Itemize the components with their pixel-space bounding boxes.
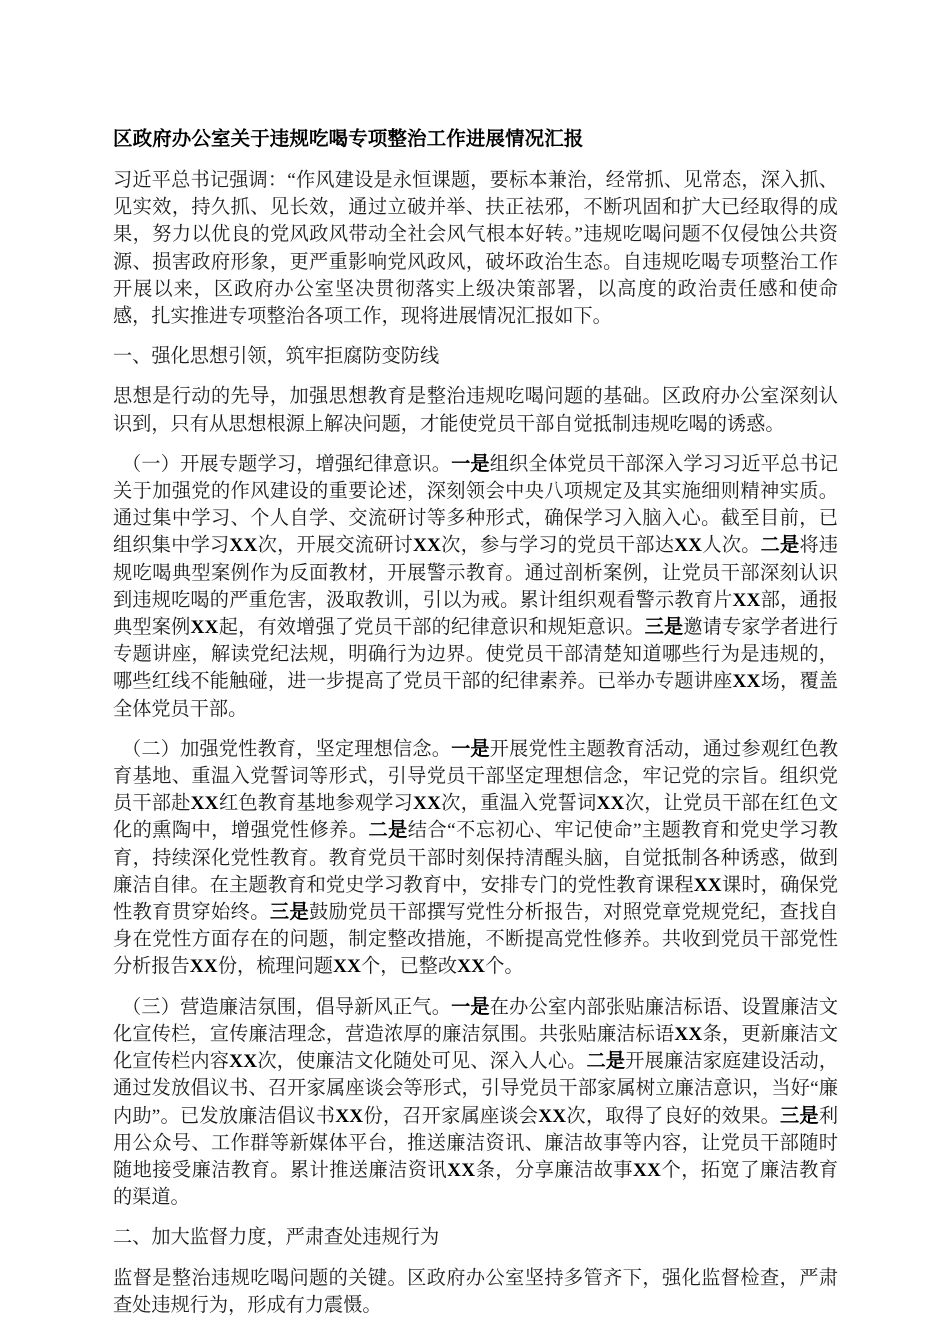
emphasis-marker: 三是 — [780, 1105, 819, 1127]
paragraph — [113, 1265, 838, 1319]
placeholder-value: XX — [693, 874, 722, 896]
emphasis-marker: 二是 — [760, 535, 800, 557]
placeholder-value: XX — [190, 793, 219, 815]
placeholder-value: XX — [457, 956, 486, 978]
emphasis-marker: 二是 — [368, 820, 408, 842]
section-heading — [113, 343, 838, 370]
text-run: 结合“不忘初心、牢记使命”主题教育和党史学习教育，持续深化党性教育。教育党员干部时刻保持清醒头脑，自觉抵制各种诱惑，做到廉洁自律。在主题教育和党史学习教育中，安排专门的党性教育课程 — [113, 820, 838, 896]
placeholder-value: XX — [333, 956, 362, 978]
placeholder-value: XX — [447, 1159, 476, 1181]
text-run: 一、强化思想引领，筑牢拒腐防变防线 — [113, 346, 440, 368]
text-run: 部，通报典型案例 — [113, 589, 839, 639]
text-run: 次，取得了良好的效果。 — [566, 1105, 781, 1127]
text-run: 思想是行动的先导，加强思想教育是整治违规吃喝问题的基础。区政府办公室深刻认识到，只有从思想根源上解决问题，才能使党员干部自觉抵制违规吃喝的诱惑。 — [113, 386, 838, 435]
text-run: 个，已整改 — [361, 956, 458, 978]
paragraph — [113, 994, 838, 1212]
placeholder-value: XX — [538, 1105, 567, 1127]
text-run: （二）加强党性教育，坚定理想信念。 — [122, 738, 452, 760]
text-run: （三）营造廉洁氛围，倡导新风正气。 — [122, 996, 452, 1018]
text-run: 开展廉洁家庭建设活动，通过发放倡议书、召开家属座谈会等形式，引导党员干部家属树立廉洁意识，当好“廉内助”。已发放廉洁倡议书 — [113, 1051, 839, 1127]
text-run: 场，覆盖全体党员干部。 — [113, 671, 839, 720]
text-run: 个。 — [485, 956, 524, 978]
text-run: 条，更新廉洁文化宣传栏内容 — [113, 1023, 839, 1073]
text-run: （一）开展专题学习，增强纪律意识。 — [122, 453, 452, 475]
emphasis-marker: 一是 — [451, 996, 490, 1018]
text-run: 次，使廉洁文化随处可见、深入人心。 — [257, 1051, 587, 1073]
document-body — [113, 167, 838, 1319]
emphasis-marker: 三是 — [269, 902, 310, 924]
text-run: 二、加大监督力度，严肃查处违规行为 — [113, 1227, 440, 1249]
emphasis-marker: 三是 — [644, 617, 684, 639]
text-run: 开展党性主题教育活动，通过参观红色教育基地、重温入党誓词等形式，引导党员干部坚定理想信念，牢记党的宗旨。组织党员干部赴 — [113, 738, 839, 815]
text-run: 监督是整治违规吃喝问题的关键。区政府办公室坚持多管齐下，强化监督检查，严肃查处违规行为，形成有力震慑。 — [113, 1267, 838, 1316]
placeholder-value: XX — [335, 1105, 364, 1127]
text-run: 利用公众号、工作群等新媒体平台，推送廉洁资讯、廉洁故事等内容，让党员干部随时随地接受廉洁教育。累计推送廉洁资讯 — [113, 1105, 839, 1181]
paragraph — [113, 167, 838, 330]
text-run: 鼓励党员干部撰写党性分析报告，对照党章党规党纪，查找自身在党性方面存在的问题，制定整改措施，不断提高党性修养。共收到党员干部党性分析报告 — [113, 902, 839, 978]
text-run: 次，开展交流研讨 — [257, 535, 413, 557]
placeholder-value: XX — [189, 956, 218, 978]
section-heading — [113, 1224, 838, 1251]
text-run: 次，重温入党誓词 — [441, 793, 597, 815]
text-run: 组织全体党员干部深入学习习近平总书记关于加强党的作风建设的重要论述，深刻领会中央八项规定及其实施细则精神实质。通过集中学习、个人自学、交流研讨等多种形式，确保学习入脑入心。截至目前，已组织集中学习 — [113, 453, 839, 557]
text-run: 份，召开家属座谈会 — [363, 1105, 539, 1127]
placeholder-value: XX — [229, 1051, 258, 1073]
paragraph — [113, 736, 838, 981]
placeholder-value: XX — [732, 589, 761, 611]
text-run: 红色教育基地参观学习 — [218, 793, 413, 815]
emphasis-marker: 一是 — [451, 453, 490, 475]
text-run: 条，分享廉洁故事 — [475, 1159, 633, 1181]
placeholder-value: XX — [674, 535, 703, 557]
placeholder-value: XX — [412, 535, 442, 557]
placeholder-value: XX — [412, 793, 442, 815]
paragraph — [113, 383, 838, 437]
paragraph — [113, 451, 838, 723]
text-run: 习近平总书记强调：“作风建设是永恒课题，要标本兼治，经常抓、见常态，深入抓、见实效，持久抓、见长效，通过立破并举、扶正祛邪，不断巩固和扩大已经取得的成果，努力以优良的党风政风带动全社会风气根本好转。”违规吃喝问题不仅侵蚀公共资源、损害政府形象，更严重影响党风政风，破坏政治生态。自违规吃喝专项整治工作开展以来，区政府办公室坚决贯彻落实上级决策部署，以高度的政治责任感和使命感，扎实推进专项整治各项工作，现将进展情况汇报如下。 — [113, 170, 838, 328]
text-run: 个，拓宽了廉洁教育的渠道。 — [113, 1159, 839, 1209]
text-run: 次，参与学习的党员干部达 — [441, 535, 675, 557]
placeholder-value: XX — [596, 793, 625, 815]
text-run: 邀请专家学者进行专题讲座，解读党纪法规，明确行为边界。使党员干部清楚知道哪些行为是违规的，哪些红线不能触碰，进一步提高了党员干部的纪律素养。已举办专题讲座 — [113, 617, 839, 693]
emphasis-marker: 一是 — [451, 738, 490, 760]
text-run: 份，梳理问题 — [217, 956, 333, 978]
placeholder-value: XX — [229, 535, 258, 557]
text-run: 将违规吃喝典型案例作为反面教材，开展警示教育。通过剖析案例，让党员干部深刻认识到违规吃喝的严重危害，汲取教训，引以为戒。累计组织观看警示教育片 — [113, 535, 839, 611]
text-run: 课时，确保党性教育贯穿始终。 — [113, 874, 839, 924]
text-run: 在办公室内部张贴廉洁标语、设置廉洁文化宣传栏，宣传廉洁理念，营造浓厚的廉洁氛围。共张贴廉洁标语 — [113, 996, 839, 1045]
text-run: 起，有效增强了党员干部的纪律意识和规矩意识。 — [218, 617, 645, 639]
text-run: 次，让党员干部在红色文化的熏陶中，增强党性修养。 — [113, 793, 839, 842]
placeholder-value: XX — [190, 617, 219, 639]
text-run: 人次。 — [702, 535, 761, 557]
emphasis-marker: 二是 — [586, 1051, 626, 1073]
placeholder-value: XX — [674, 1023, 703, 1045]
placeholder-value: XX — [732, 671, 761, 693]
page-title: 区政府办公室关于违规吃喝专项整治工作进展情况汇报 — [113, 128, 584, 150]
placeholder-value: XX — [632, 1159, 662, 1181]
